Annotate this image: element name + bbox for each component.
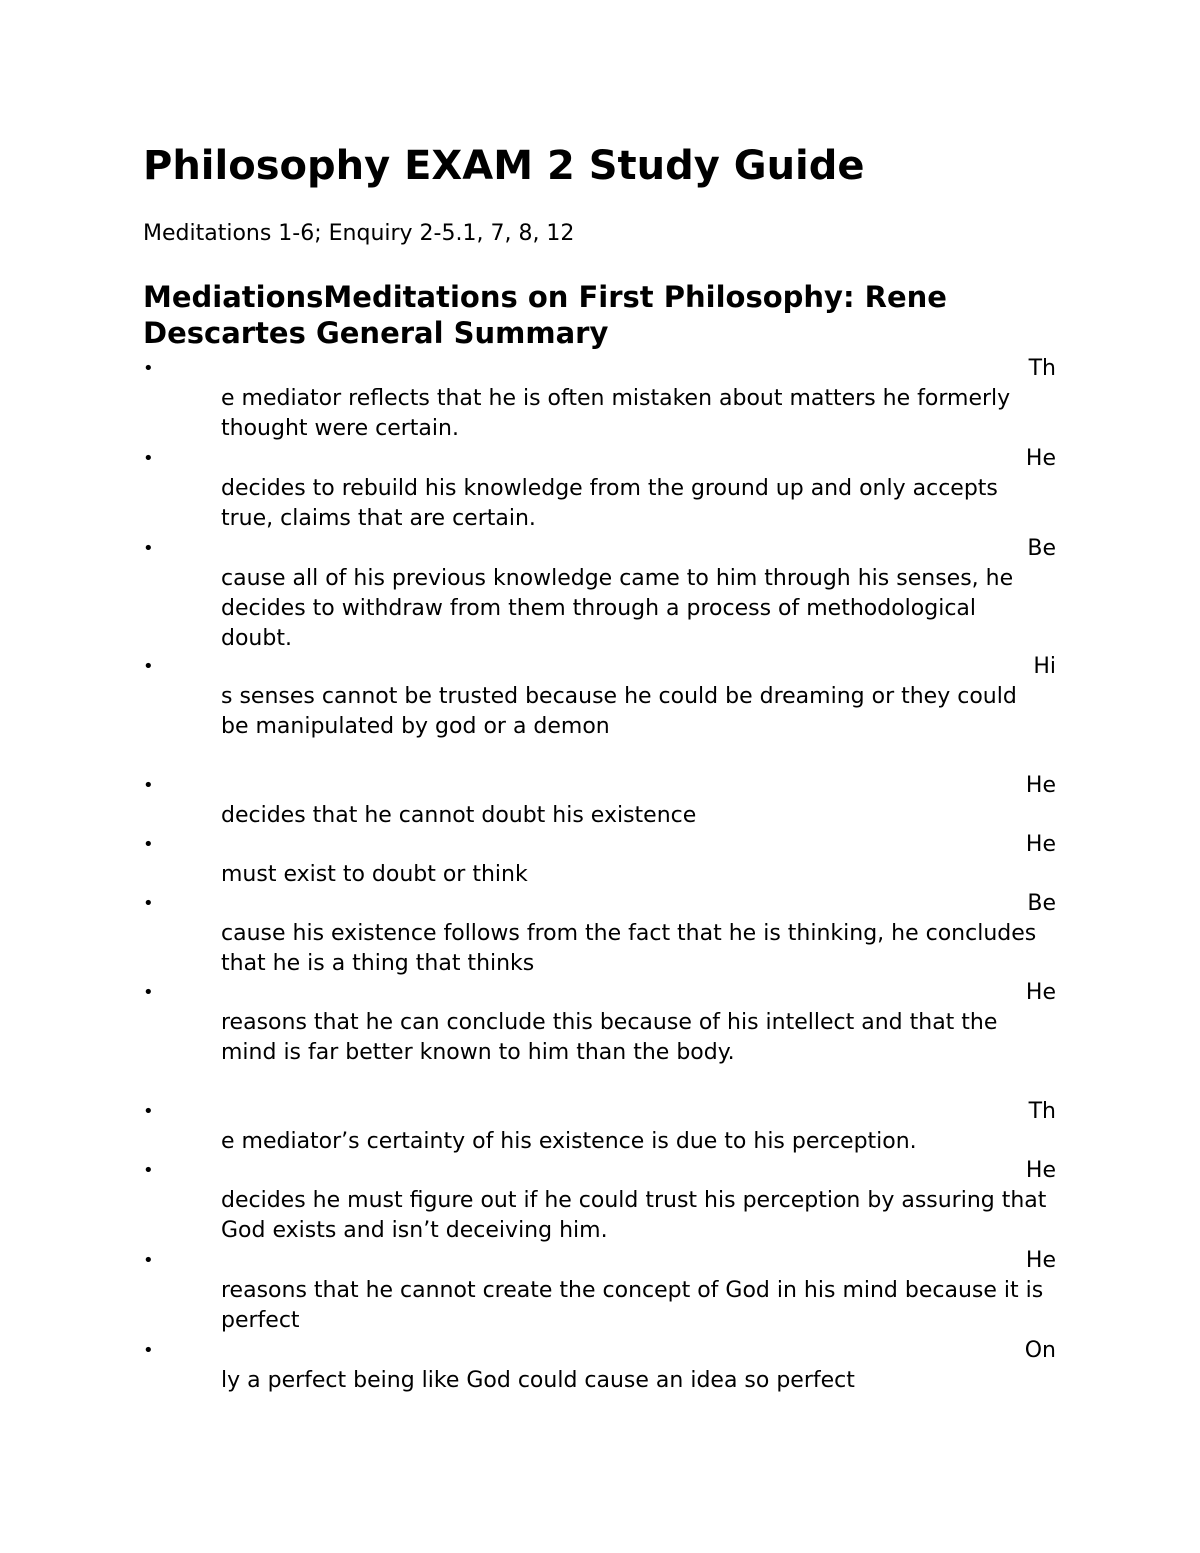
bullet-icon: • [143, 656, 154, 677]
bullet-icon: • [143, 538, 154, 559]
bullet-lead-text: He [1025, 1248, 1056, 1273]
bullet-text: decides to rebuild his knowledge from the ground up and only accepts true, claims that are certain. [221, 476, 998, 531]
bullet-text: reasons that he can conclude this because of his intellect and that the mind is far better known to him than the body. [221, 1010, 998, 1065]
bullet-text: decides that he cannot doubt his existence [221, 803, 697, 828]
bullet-text: e mediator reflects that he is often mistaken about matters he formerly thought were certain. [221, 386, 1011, 441]
bullet-lead-text: Th [1028, 1099, 1056, 1124]
bullet-text: cause all of his previous knowledge came to him through his senses, he decides to withdraw from them through a process of methodological doubt. [221, 566, 1014, 651]
document-subtitle: Meditations 1-6; Enquiry 2-5.1, 7, 8, 12 [143, 221, 575, 246]
bullet-text: reasons that he cannot create the concept of God in his mind because it is perfect [221, 1278, 1044, 1333]
bullet-icon: • [143, 1340, 154, 1361]
bullet-lead-text: He [1025, 1158, 1056, 1183]
bullet-icon: • [143, 775, 154, 796]
bullet-icon: • [143, 1101, 154, 1122]
bullet-lead-text: On [1024, 1338, 1056, 1363]
bullet-icon: • [143, 1160, 154, 1181]
bullet-lead-text: He [1025, 446, 1056, 471]
bullet-text: s senses cannot be trusted because he could be dreaming or they could be manipulated by god or a demon [221, 684, 1017, 739]
bullet-text: ly a perfect being like God could cause an idea so perfect [221, 1368, 855, 1393]
bullet-lead-text: Be [1027, 536, 1056, 561]
bullet-lead-text: He [1025, 773, 1056, 798]
bullet-lead-text: He [1025, 832, 1056, 857]
bullet-lead-text: Th [1028, 356, 1056, 381]
bullet-icon: • [143, 893, 154, 914]
bullet-text: must exist to doubt or think [221, 862, 528, 887]
bullet-text: cause his existence follows from the fact that he is thinking, he concludes that he is a thing that thinks [221, 921, 1037, 976]
bullet-text: decides he must figure out if he could trust his perception by assuring that God exists and isn’t deceiving him. [221, 1188, 1047, 1243]
bullet-icon: • [143, 358, 154, 379]
document-title: Philosophy EXAM 2 Study Guide [143, 143, 865, 189]
bullet-icon: • [143, 1250, 154, 1271]
bullet-icon: • [143, 448, 154, 469]
bullet-icon: • [143, 982, 154, 1003]
bullet-lead-text: Hi [1033, 654, 1056, 679]
bullet-text: e mediator’s certainty of his existence is due to his perception. [221, 1129, 917, 1154]
section-heading: MediationsMeditations on First Philosophy: Rene Descartes General Summary [143, 280, 947, 350]
bullet-icon: • [143, 834, 154, 855]
bullet-lead-text: Be [1027, 891, 1056, 916]
bullet-lead-text: He [1025, 980, 1056, 1005]
